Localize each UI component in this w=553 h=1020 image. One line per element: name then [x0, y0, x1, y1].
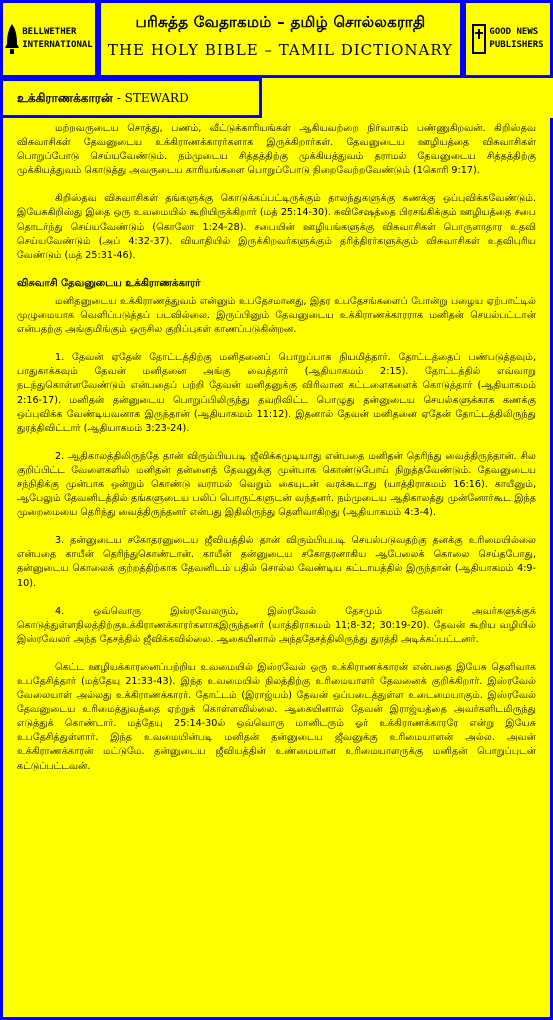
paragraph-7: 4. ஒவ்வொரு இஸ்ரவேலரும், இஸ்ரவேல் தேசமும் தேவன் அவர்களுக்குக் கொடுத்துள்ளநிலத்திற்குஉக்கிராணக்காரர்களாகஇருந்தனர் (யாத்திராகமம் 11;8-32; 30:19-20). தேவன் கூறிய வழியில் இஸ்ரவேலர் அந்த தேசத்தில் ஜீவிக்கவில்லை. ஆகையினால் அந்ததேசத்திலிருந்து துரத்தி அடிக்கப்பட்டனர். [17, 605, 536, 645]
bell-icon [5, 22, 19, 56]
subheading: விசுவாசி தேவனுடைய உக்கிராணக்காரர் [17, 277, 201, 289]
good-news-logo [466, 3, 550, 75]
entry-heading-tamil: உக்கிராணக்காரன் [17, 91, 117, 105]
book-icon [472, 22, 486, 56]
entry-heading [17, 91, 259, 107]
paragraph-1: மற்றவருடைய சொத்து, பணம், வீட்டுக்காரியங்கள் ஆகியவற்றை நிர்வாகம் பண்ணுகிறவன். கிறிஸ்தவ விசுவாசிகள் தேவனுடைய உக்கிராணக்காரர்களாக இருக்கிறார்கள். தேவனுடைய ஊழியத்தை விசுவாசிகள் பொறுப்போடு செய்யவேண்டும். நம்முடைய சித்தத்திற்கு முக்கியத்துவம் தராமல் தேவனுடைய சித்தத்திற்கு முக்கியத்துவம் கொடுத்து அவருடைய காரியங்களை பொறுப்போடு நிறைவேற்றவேண்டும் (1கொரி 9:17). [17, 123, 536, 177]
paragraph-3: மனிதனுடைய உக்கிராணத்துவம் என்னும் உபதேசமானது, இதர உபதேசங்களைப் போன்று பழைய ஏற்பாட்டில் முழுமையாக வெளிப்படுத்தப் படவில்லை. இருப்பினும் தேவனுடைய உக்கிராணக்காரராக மனிதன் செயல்பட்டான் என்பதற்கு அங்குமிங்கும் ஒருசில குறிப்புகள் காணப்படுகின்றன. [17, 295, 536, 336]
logo-right-panel [463, 0, 553, 78]
bellwether-logo [3, 3, 95, 75]
entry-heading-panel [0, 78, 262, 118]
logo-right-line2: PUBLISHERS [489, 40, 544, 50]
paragraph-8: கெட்ட ஊழியக்காரனைப்பற்றிய உவமையில் இஸ்ரவேல் ஒரு உக்கிராணக்காரன் என்பதை இயேசு தெளிவாக உபதேசித்தார் (மத்தேயு 21:33-43). இந்த உவமையில் நிலத்திற்கு உரிமையாளர் தேவனைக் குறிக்கிறார். இஸ்ரவேல் வேலையாள் அல்லது உக்கிராணக்காரர். தோட்டம் (இராஜ்யம்) தேவன் ஒப்படைத்துள்ள உடைமையாகும். இஸ்ரவேல் தேவனுடைய உரிமைத்துவத்தை ஏற்றுக் கொள்ளவில்லை. ஆகையினால் தேவன் இராஜ்யத்தை அவர்களிடமிருந்து எடுத்துக் கொண்டார். மத்தேயு 25:14-30ல் ஒவ்வொரு மானிடரும் ஓர் உக்கிராணக்காரரே என்று இயேசு உபதேசித்துள்ளார். இந்த உவமையின்படி மனிதன் தன்னுடைய ஜீவனுக்கு உரிமையாளன் அல்ல. அவன் உக்கிராணக்காரன் மட்டுமே. தன்னுடைய ஜீவியத்தின் உண்மையான உரிமையாளருக்கு மனிதன் பொறுப்புடன் கட்டுப்பட்டவன். [17, 661, 536, 772]
logo-left-line1: BELLWETHER [22, 27, 77, 37]
logo-left-panel [0, 0, 98, 78]
paragraph-2: கிறிஸ்தவ விசுவாசிகள் தங்களுக்கு கொடுக்கப்பட்டிருக்கும் தாலந்துகளுக்கு கணக்கு ஒப்புவிக்கவேண்டும். இயேசுகிறிஸ்து இதை ஒரு உவமையில் கூறியிருக்கிறார் (மத் 25:14-30). சுவிசேஷத்தை பிரசங்கிக்கும் ஊழியத்தை சபை தொடர்ந்து செய்யவேண்டும் (கொலோ 1:24-28). சபையின் ஊழியங்களுக்கு விசுவாசிகள் பொருளாதார உதவி செய்யவேண்டும் (அப் 4:32-37). வியாதியில் இருக்கிறவர்களுக்கும் தரித்திரர்களுக்கும் விசுவாசிகள் உதவிபுரிய வேண்டும் (மத் 25:31-46). [17, 193, 536, 261]
title-panel [98, 0, 463, 78]
title-english: THE HOLY BIBLE – TAMIL DICTIONARY [107, 41, 454, 59]
paragraph-4: 1. தேவன் ஏதேன் தோட்டத்திற்கு மனிதனைப் பொறுப்பாக நியமித்தார். தோட்டத்தைப் பண்படுத்தவும், பாதுகாக்கவும் தேவன் மனிதனை அங்கு வைத்தார் (ஆதியாகமம் 2:15). தோட்டத்தில் எவ்வாறு நடந்துகொள்ளவேண்டும் என்பதைப் பற்றி தேவன் மனிதனுக்கு விரிவான கட்டளைகளைக் கொடுத்தார் (ஆதியாகமம் 2:16-17). மனிதன் தன்னுடைய பொறுப்பிலிருந்து தவறிவிட்ட பொழுது தன்னுடைய செயல்களுக்காக கணக்கு ஒப்புவிக்க வேண்டியவனாக இருந்தான் (ஆதியாகமம் 11:12). இதனால் தேவன் மனிதனை ஏதேன் தோட்டத்திலிருந்து துரத்திவிட்டார் (ஆதியாகமம் 3:23-24). [17, 352, 536, 434]
entry-heading-english: - STEWARD [116, 91, 189, 105]
logo-right-line1: GOOD NEWS [489, 27, 539, 37]
entry-content [0, 118, 553, 1020]
paragraph-6: 3. தன்னுடைய சகோதரனுடைய ஜீவியத்தில் தான் விரும்பியபடி செயல்படுவதற்கு தனக்கு உரிமையில்லை என்பதை காயீன் தெரிந்துகொண்டான். காயீன் தன்னுடைய சகோதரனாகிய ஆபேலைக் கொலை செய்தபோது, தன்னுடைய கொலைக் குற்றத்திற்காக தேவனிடம் பதில் சொல்ல வேண்டிய கட்டாயத்தில் இருந்தான் (ஆதியாகமம் 4:9-10). [17, 535, 536, 589]
title-tamil: பரிசுத்த வேதாகமம் – தமிழ் சொல்லகராதி [135, 13, 426, 31]
logo-left-line2: INTERNATIONAL [22, 40, 93, 50]
paragraph-5: 2. ஆதிகாலத்திலிருந்தே தான் விரும்பியபடி ஜீவிக்கமுடியாது என்பதை மனிதன் தெரிந்து வைத்திருந்தான். சில குறிப்பிட்ட வேளைகளில் மனிதன் தன்னைத் தேவனுக்கு முன்பாக கொண்டுபோய் நிறுத்தவேண்டும். தேவனுடைய சந்நிதிக்கு முன்பாக ஒன்றும் கொண்டு வராமல் வெறும் கையுடன் வரக்கூடாது (யாத்திராகமம் 16:16). காயீனும், ஆபேலும் தேவனிடத்தில் தங்களுடைய பலிப் பொருட்களுடன் வந்தனர். நம்முடைய ஆதிகாலத்து முன்னோர்கூட இந்த முறைமையை தெரிந்து வைத்திருந்தனர் என்பது இதிலிருந்து தெளிவாகிறது (ஆதியாகமம் 4:3-4). [17, 450, 536, 519]
